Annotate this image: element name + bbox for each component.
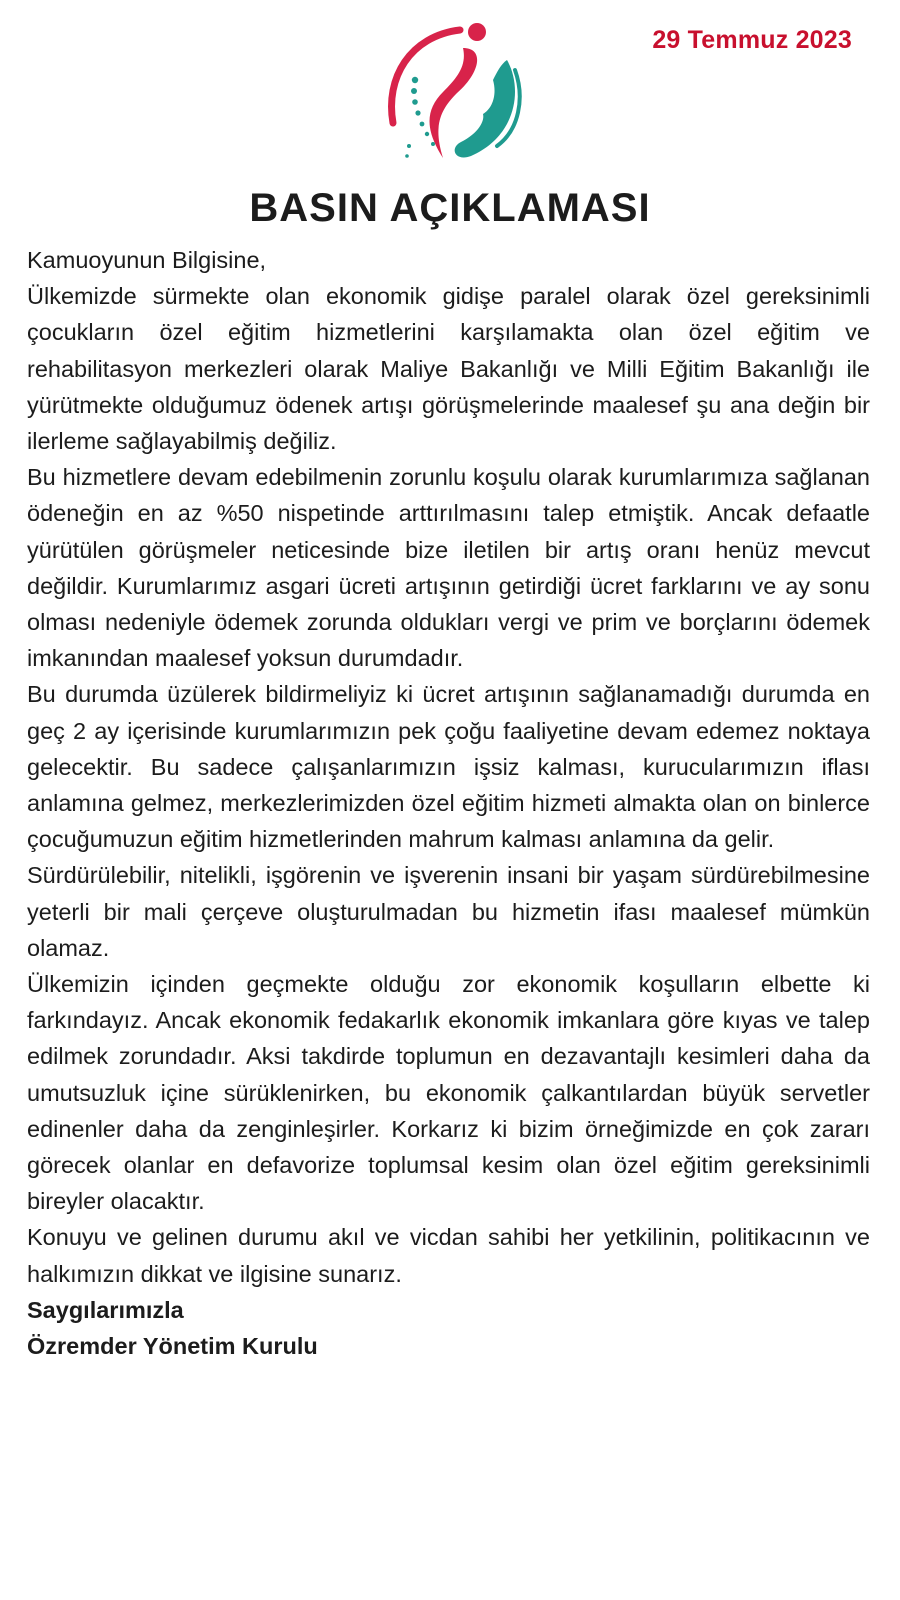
paragraph: Ülkemizde sürmekte olan ekonomik gidişe paralel olarak özel gereksinimli çocukların özel eğitim hizmetlerini karşılamakta olan özel eğitim ve rehabilitasyon merkezleri olarak Maliye Bakanlığı ve Milli Eğitim Bakanlığı ile yürütmekte olduğumuz ödenek artışı görüşmelerinde maalesef şu ana değin bir ilerleme sağlayabilmiş değiliz.	[27, 283, 870, 455]
paragraph: Sürdürülebilir, nitelikli, işgörenin ve işverenin insani bir yaşam sürdürebilmesine yeterli bir mali çerçeve oluşturulmadan bu hizmetin ifası maalesef mümkün olamaz.	[27, 862, 870, 961]
logo-red-arc	[392, 30, 460, 123]
press-release-date: 29 Temmuz 2023	[652, 26, 852, 54]
document-title: BASIN AÇIKLAMASI	[249, 186, 651, 230]
salutation: Kamuoyunun Bilgisine,	[27, 247, 267, 273]
signature: Özremder Yönetim Kurulu	[27, 1333, 318, 1360]
logo-head	[468, 23, 486, 41]
paragraph: Konuyu ve gelinen durumu akıl ve vicdan sahibi her yetkilinin, politikacının ve halkımızın dikkat ve ilgisine sunarız.	[27, 1224, 870, 1287]
paragraph: Bu hizmetlere devam edebilmenin zorunlu koşulu olarak kurumlarımıza sağlanan ödeneğin en az %50 nispetinde arttırılmasını talep etmiştik. Ancak defaatle yürütülen görüşmeler neticesinde bize iletilen bir artış oranı henüz mevcut değildir. Kurumlarımız asgari ücreti artışının getirdiği ücret farklarını ve ay sonu olması nedeniyle ödemek zorunda oldukları vergi ve prim ve borçlarını ödemek imkanından maalesef yoksun durumdadır.	[27, 464, 870, 672]
paragraph: Ülkemizin içinden geçmekte olduğu zor ekonomik koşulların elbette ki farkındayız. Ancak ekonomik fedakarlık ekonomik imkanlara göre kıyas ve talep edilmek zorundadır. Aksi takdirde toplumun en dezavantajlı kesimleri daha da umutsuzluk içine sürüklenirken, bu ekonomik çalkantılardan büyük servetler edinenler daha da zenginleşirler. Korkarız ki bizim örneğimizde en çok zararı görecek olanlar en defavorize toplumsal kesim olan özel eğitim gereksinimli bireyler olacaktır.	[27, 971, 870, 1215]
press-release-body	[27, 242, 870, 1364]
closing-greeting: Saygılarımızla	[27, 1296, 184, 1323]
paragraph: Bu durumda üzülerek bildirmeliyiz ki ücret artışının sağlanamadığı durumda en geç 2 ay içerisinde kurumlarımızın pek çoğu faaliyetine devam edemez noktaya gelecektir. Bu sadece çalışanlarımızın işsiz kalması, kurucularımızın iflası anlamına gelmez, merkezlerimizden özel eğitim hizmeti almakta olan on binlerce çocuğumuzun eğitim hizmetlerinden mahrum kalması anlamına da gelir.	[27, 681, 870, 853]
ozremder-logo	[385, 18, 525, 168]
